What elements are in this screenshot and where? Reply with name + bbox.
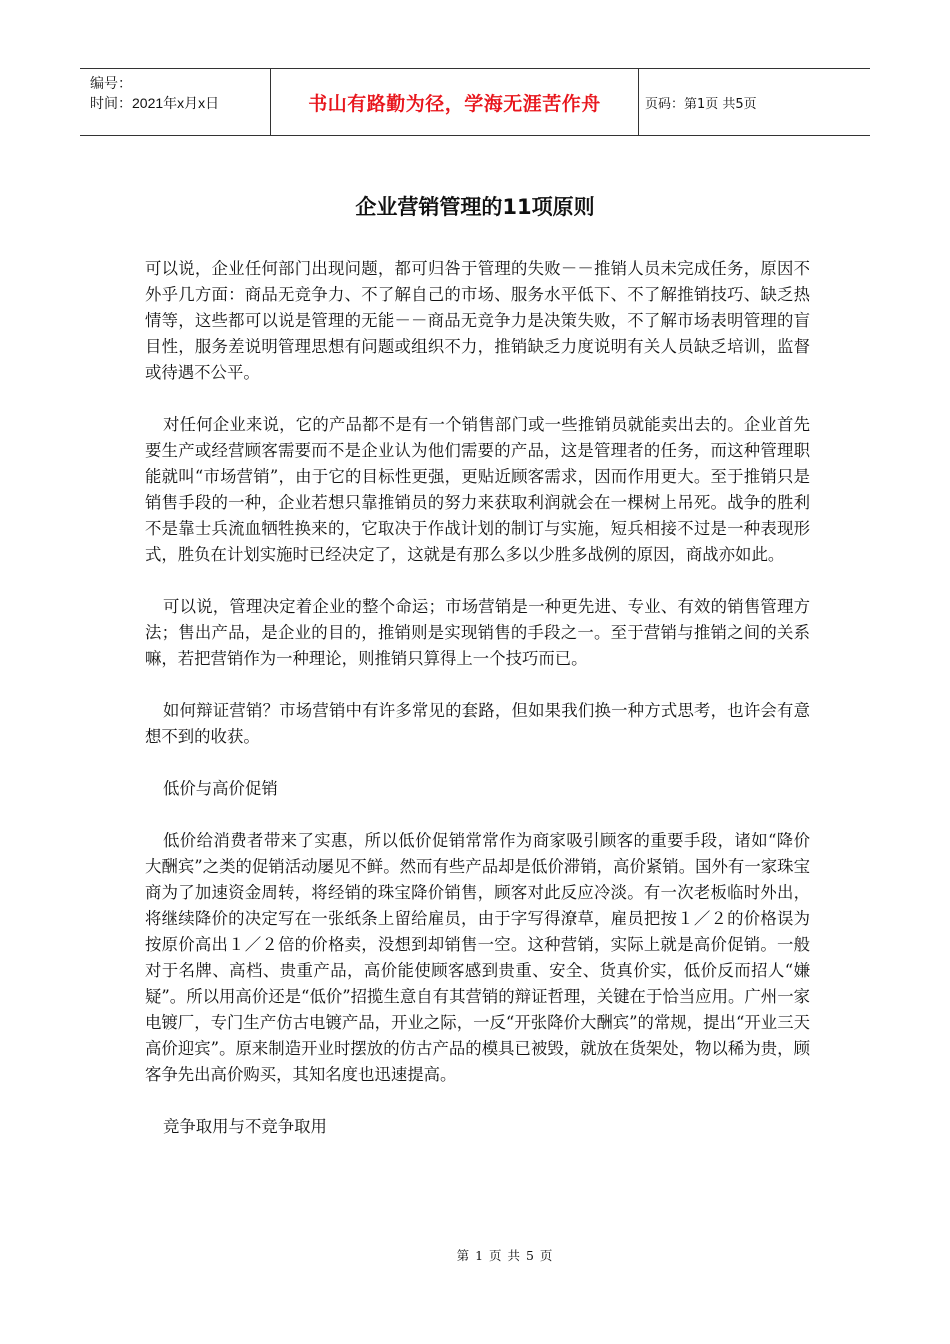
header-motto-cell (271, 69, 639, 135)
page-info: 页码：第1页 共5页 (645, 96, 757, 112)
page-footer: 第 1 页 共 5 页 (456, 1248, 554, 1263)
motto-text: 书山有路勤为径，学海无涯苦作舟 (308, 92, 601, 115)
paragraph: 可以说，企业任何部门出现问题，都可归咎于管理的失败－－推销人员未完成任务，原因不外乎几方面：商品无竞争力、不了解自己的市场、服务水平低下、不了解推销技巧、缺乏热情等，这些都可以说是管理的无能－－商品无竞争力是决策失败，不了解市场表明管理的盲目性，服务差说明管理思想有问题或组织不力，推销缺乏力度说明有关人员缺乏培训，监督或待遇不公平。 (145, 259, 810, 382)
header-meta-cell (80, 69, 271, 135)
paragraph: 可以说，管理决定着企业的整个命运；市场营销是一种更先进、专业、有效的销售管理方法；售出产品，是企业的目的，推销则是实现销售的手段之一。至于营销与推销之间的关系嘛，若把营销作为一种理论，则推销只算得上一个技巧而已。 (145, 597, 810, 668)
document-body (145, 256, 810, 1166)
document-title: 企业营销管理的11项原则 (355, 195, 595, 219)
paragraph: 如何辩证营销？市场营销中有许多常见的套路，但如果我们换一种方式思考，也许会有意想不到的收获。 (145, 701, 810, 746)
section-heading: 竞争取用与不竞争取用 (163, 1117, 327, 1136)
section-heading: 低价与高价促销 (163, 779, 278, 798)
date-label: 时间：2021年x月x日 (90, 95, 220, 111)
serial-number-label: 编号： (90, 75, 132, 91)
document-header (80, 68, 870, 136)
header-page-cell (639, 69, 870, 135)
paragraph: 对任何企业来说，它的产品都不是有一个销售部门或一些推销员就能卖出去的。企业首先要生产或经营顾客需要而不是企业认为他们需要的产品，这是管理者的任务，而这种管理职能就叫“市场营销”，由于它的目标性更强，更贴近顾客需求，因而作用更大。至于推销只是销售手段的一种，企业若想只靠推销员的努力来获取利润就会在一棵树上吊死。战争的胜利不是靠士兵流血牺牲换来的，它取决于作战计划的制订与实施，短兵相接不过是一种表现形式，胜负在计划实施时已经决定了，这就是有那么多以少胜多战例的原因，商战亦如此。 (145, 415, 810, 564)
paragraph: 低价给消费者带来了实惠，所以低价促销常常作为商家吸引顾客的重要手段，诸如“降价大酬宾”之类的促销活动屡见不鲜。然而有些产品却是低价滞销，高价紧销。国外有一家珠宝商为了加速资金周转，将经销的珠宝降价销售，顾客对此反应冷淡。有一次老板临时外出，将继续降价的决定写在一张纸条上留给雇员，由于字写得潦草，雇员把按１／２的价格误为按原价高出１／２倍的价格卖，没想到却销售一空。这种营销，实际上就是高价促销。一般对于名牌、高档、贵重产品，高价能使顾客感到贵重、安全、货真价实，低价反而招人“嫌疑”。所以用高价还是“低价”招揽生意自有其营销的辩证哲理，关键在于恰当应用。广州一家电镀厂，专门生产仿古电镀产品，开业之际，一反“开张降价大酬宾”的常规，提出“开业三天高价迎宾”。原来制造开业时摆放的仿古产品的模具已被毁，就放在货架处，物以稀为贵，顾客争先出高价购买，其知名度也迅速提高。 (145, 831, 810, 1084)
